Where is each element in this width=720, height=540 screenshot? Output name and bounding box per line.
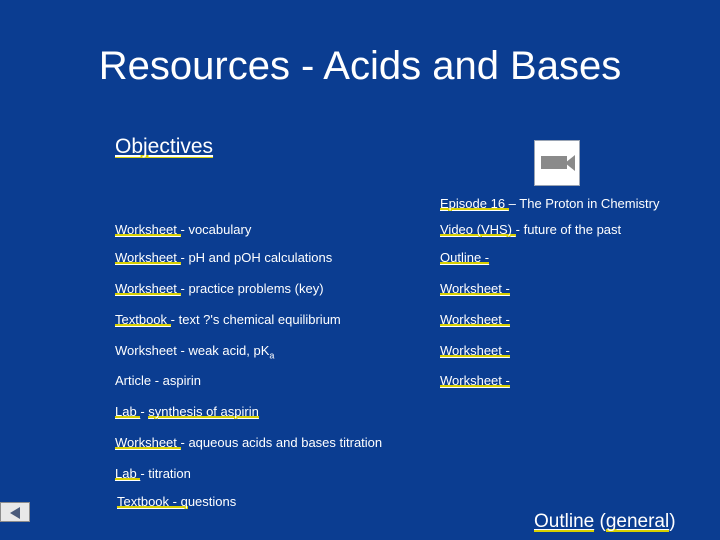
- episode-link[interactable]: Episode 16: [440, 196, 509, 211]
- right-item-worksheet-3[interactable]: [440, 343, 510, 358]
- camera-body: [541, 156, 567, 169]
- worksheet-link[interactable]: Worksheet -: [440, 281, 510, 296]
- left-item-titration-worksheet[interactable]: [115, 435, 382, 450]
- footer-paren-open: (: [594, 511, 606, 532]
- footer-links: [534, 511, 676, 533]
- item-text: -: [140, 404, 149, 419]
- page-title: Resources - Acids and Bases: [98, 44, 622, 88]
- right-item-worksheet-4[interactable]: [440, 373, 510, 388]
- item-text: uestions: [187, 494, 237, 509]
- camera-icon[interactable]: [534, 140, 580, 186]
- worksheet-link[interactable]: Worksheet: [115, 222, 181, 237]
- worksheet-link[interactable]: Worksheet -: [440, 373, 510, 388]
- left-item-article[interactable]: [115, 373, 201, 388]
- episode-text: – The Proton in Chemistry: [508, 196, 660, 211]
- lab-link[interactable]: Lab: [115, 466, 141, 481]
- item-text: - aqueous acids and bases titration: [180, 435, 383, 450]
- back-arrow-icon: [10, 507, 20, 519]
- item-text: Worksheet - weak acid, pK: [115, 343, 270, 358]
- camera-lens: [565, 155, 575, 171]
- left-item-vocabulary[interactable]: [115, 222, 251, 237]
- left-item-lab-titration[interactable]: [115, 466, 191, 481]
- item-text: - pH and pOH calculations: [180, 250, 333, 265]
- textbook-link[interactable]: Textbook: [115, 312, 171, 327]
- textbook-link[interactable]: Textbook - q: [117, 494, 188, 509]
- right-item-worksheet-2[interactable]: [440, 312, 510, 327]
- synthesis-link[interactable]: synthesis of aspirin: [148, 404, 259, 419]
- footer-general-link[interactable]: general: [605, 511, 670, 532]
- footer-outline-link[interactable]: Outline: [534, 511, 595, 532]
- right-item-outline[interactable]: [440, 250, 489, 265]
- left-item-practice[interactable]: [115, 281, 324, 296]
- left-item-ph-poh[interactable]: [115, 250, 332, 265]
- worksheet-link[interactable]: Worksheet: [115, 435, 181, 450]
- objectives-label[interactable]: Objectives: [115, 135, 214, 158]
- left-item-weak-acid[interactable]: [115, 343, 274, 361]
- subscript: a: [269, 350, 275, 361]
- left-item-lab-synthesis[interactable]: [115, 404, 259, 419]
- item-text: Article - aspirin: [115, 373, 201, 388]
- item-text: - vocabulary: [180, 222, 252, 237]
- item-text: - titration: [140, 466, 191, 481]
- back-button[interactable]: [0, 502, 30, 522]
- video-text: - future of the past: [515, 222, 622, 237]
- worksheet-link[interactable]: Worksheet: [115, 281, 181, 296]
- lab-link[interactable]: Lab: [115, 404, 141, 419]
- left-item-textbook-questions[interactable]: [117, 494, 236, 509]
- right-item-video[interactable]: [440, 222, 621, 237]
- worksheet-link[interactable]: Worksheet -: [440, 312, 510, 327]
- right-item-worksheet-1[interactable]: [440, 281, 510, 296]
- worksheet-link[interactable]: Worksheet -: [440, 343, 510, 358]
- video-link[interactable]: Video (VHS): [440, 222, 516, 237]
- worksheet-link[interactable]: Worksheet: [115, 250, 181, 265]
- item-text: - practice problems (key): [180, 281, 324, 296]
- footer-paren-close: ): [669, 511, 676, 532]
- right-item-episode[interactable]: [440, 196, 659, 211]
- left-item-textbook[interactable]: [115, 312, 341, 327]
- item-text: - text ?'s chemical equilibrium: [170, 312, 341, 327]
- outline-link[interactable]: Outline -: [440, 250, 490, 265]
- objectives-link[interactable]: [115, 135, 213, 159]
